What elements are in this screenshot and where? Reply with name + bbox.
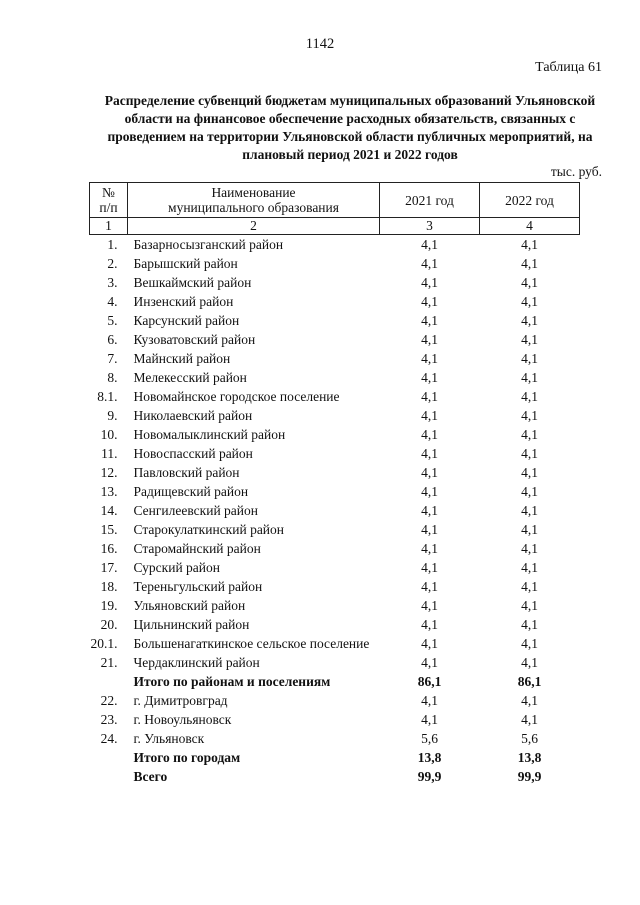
row-number: 10. bbox=[100, 427, 118, 442]
row-name: Тереньгульский район bbox=[133, 579, 263, 594]
row-number: 5. bbox=[107, 313, 118, 328]
row-number: 24. bbox=[100, 731, 118, 746]
row-name: Старокулаткинский район bbox=[133, 522, 285, 537]
row-number: 22. bbox=[100, 693, 118, 708]
row-value-2021: 4,1 bbox=[421, 332, 438, 347]
row-value-2022: 4,1 bbox=[521, 503, 538, 518]
row-value-2022: 4,1 bbox=[521, 693, 538, 708]
row-value-2022: 13,8 bbox=[517, 750, 542, 765]
total-row bbox=[90, 672, 580, 691]
row-name: Вешкаймский район bbox=[133, 275, 252, 290]
row-name: Новомайнское городское поселение bbox=[133, 389, 340, 404]
row-name: Радищевский район bbox=[133, 484, 249, 499]
row-number: 8. bbox=[107, 370, 118, 385]
row-value-2021: 4,1 bbox=[421, 389, 438, 404]
header-2022: 2022 год bbox=[480, 183, 580, 218]
row-value-2021: 4,1 bbox=[421, 237, 438, 252]
row-value-2021: 4,1 bbox=[421, 484, 438, 499]
row-name: Барышский район bbox=[133, 256, 238, 271]
row-number: 15. bbox=[100, 522, 118, 537]
row-value-2022: 4,1 bbox=[521, 617, 538, 632]
row-number: 16. bbox=[100, 541, 118, 556]
row-name: г. Димитровград bbox=[133, 693, 228, 708]
row-value-2021: 4,1 bbox=[421, 351, 438, 366]
row-value-2021: 4,1 bbox=[421, 712, 438, 727]
row-number: 9. bbox=[107, 408, 118, 423]
row-name: Павловский район bbox=[133, 465, 240, 480]
row-name: Старомайнский район bbox=[133, 541, 261, 556]
header-2021: 2021 год bbox=[380, 183, 480, 218]
row-value-2022: 4,1 bbox=[521, 275, 538, 290]
page-number: 1142 bbox=[305, 36, 335, 52]
row-value-2021: 99,9 bbox=[417, 769, 442, 784]
column-index-row bbox=[90, 218, 580, 235]
row-value-2021: 4,1 bbox=[421, 617, 438, 632]
table-row bbox=[90, 444, 580, 463]
table-row bbox=[90, 558, 580, 577]
table-row bbox=[90, 387, 580, 406]
header-name-line1: Наименование bbox=[211, 185, 296, 200]
row-number: 8.1. bbox=[97, 389, 118, 404]
table-row bbox=[90, 254, 580, 273]
header-number bbox=[90, 183, 128, 218]
table-row bbox=[90, 653, 580, 672]
row-name: Майнский район bbox=[133, 351, 231, 366]
row-value-2021: 4,1 bbox=[421, 370, 438, 385]
row-value-2022: 4,1 bbox=[521, 256, 538, 271]
row-number: 7. bbox=[107, 351, 118, 366]
row-value-2022: 4,1 bbox=[521, 332, 538, 347]
table-row bbox=[90, 235, 580, 255]
table-row bbox=[90, 330, 580, 349]
header-row bbox=[90, 183, 580, 218]
row-value-2021: 4,1 bbox=[421, 503, 438, 518]
total-row bbox=[90, 767, 580, 786]
row-name: Карсунский район bbox=[133, 313, 240, 328]
row-number bbox=[90, 748, 128, 767]
row-value-2022: 4,1 bbox=[521, 427, 538, 442]
row-value-2022: 4,1 bbox=[521, 560, 538, 575]
row-name: г. Новоульяновск bbox=[133, 712, 232, 727]
row-value-2022: 4,1 bbox=[521, 465, 538, 480]
row-number bbox=[90, 767, 128, 786]
row-value-2021: 4,1 bbox=[421, 541, 438, 556]
row-number: 3. bbox=[107, 275, 118, 290]
row-value-2021: 4,1 bbox=[421, 427, 438, 442]
subvention-table bbox=[89, 182, 580, 786]
row-number: 11. bbox=[101, 446, 118, 461]
table-row bbox=[90, 368, 580, 387]
row-value-2022: 4,1 bbox=[521, 446, 538, 461]
header-name-line2: муниципального образования bbox=[168, 200, 339, 215]
row-name: г. Ульяновск bbox=[133, 731, 205, 746]
row-name: Базарносызганский район bbox=[133, 237, 284, 252]
column-index-cell: 2 bbox=[128, 218, 380, 235]
unit-label: тыс. руб. bbox=[550, 164, 602, 179]
row-value-2022: 4,1 bbox=[521, 370, 538, 385]
row-value-2021: 4,1 bbox=[421, 408, 438, 423]
row-value-2021: 4,1 bbox=[421, 465, 438, 480]
table-row bbox=[90, 273, 580, 292]
row-value-2021: 4,1 bbox=[421, 275, 438, 290]
row-number: 2. bbox=[107, 256, 118, 271]
table-row bbox=[90, 463, 580, 482]
document-title: Распределение субвенций бюджетам муниципальных образований Ульяновской области на финансовое обеспечение расходных обязательств, связанных с проведением на территории Ульяновской области публичных мероприятий, на плановый период 2021 и 2022 годов bbox=[104, 93, 596, 162]
row-value-2022: 99,9 bbox=[517, 769, 542, 784]
row-number: 4. bbox=[107, 294, 118, 309]
table-row bbox=[90, 710, 580, 729]
row-value-2021: 4,1 bbox=[421, 256, 438, 271]
row-value-2022: 4,1 bbox=[521, 237, 538, 252]
table-row bbox=[90, 634, 580, 653]
row-value-2022: 4,1 bbox=[521, 522, 538, 537]
row-name: Всего bbox=[133, 769, 168, 784]
row-number: 14. bbox=[100, 503, 118, 518]
table-row bbox=[90, 691, 580, 710]
row-value-2022: 4,1 bbox=[521, 313, 538, 328]
column-index-cell: 1 bbox=[90, 218, 128, 235]
table-row bbox=[90, 577, 580, 596]
row-value-2021: 4,1 bbox=[421, 693, 438, 708]
row-number: 1. bbox=[107, 237, 118, 252]
row-value-2022: 86,1 bbox=[517, 674, 542, 689]
row-value-2021: 4,1 bbox=[421, 655, 438, 670]
table-body bbox=[90, 235, 580, 787]
row-value-2022: 4,1 bbox=[521, 598, 538, 613]
row-number: 18. bbox=[100, 579, 118, 594]
row-value-2022: 4,1 bbox=[521, 712, 538, 727]
row-name: Ульяновский район bbox=[133, 598, 246, 613]
row-value-2021: 4,1 bbox=[421, 598, 438, 613]
row-value-2021: 4,1 bbox=[421, 313, 438, 328]
row-name: Сенгилеевский район bbox=[133, 503, 258, 518]
row-name: Николаевский район bbox=[133, 408, 253, 423]
row-value-2021: 4,1 bbox=[421, 522, 438, 537]
row-number: 13. bbox=[100, 484, 118, 499]
row-value-2021: 4,1 bbox=[421, 636, 438, 651]
row-value-2022: 4,1 bbox=[521, 579, 538, 594]
table-row bbox=[90, 311, 580, 330]
row-value-2021: 4,1 bbox=[421, 446, 438, 461]
table-row bbox=[90, 729, 580, 748]
table-row bbox=[90, 520, 580, 539]
header-name bbox=[128, 183, 380, 218]
row-number: 23. bbox=[100, 712, 118, 727]
row-name: Итого по городам bbox=[133, 750, 241, 765]
row-value-2021: 4,1 bbox=[421, 579, 438, 594]
column-index-cell: 3 bbox=[380, 218, 480, 235]
table-row bbox=[90, 406, 580, 425]
row-name: Новомалыклинский район bbox=[133, 427, 286, 442]
row-value-2021: 86,1 bbox=[417, 674, 442, 689]
row-name: Мелекесский район bbox=[133, 370, 247, 385]
total-row bbox=[90, 748, 580, 767]
row-number: 20.1. bbox=[90, 636, 118, 651]
table-row bbox=[90, 482, 580, 501]
row-number: 12. bbox=[100, 465, 118, 480]
row-value-2022: 4,1 bbox=[521, 389, 538, 404]
row-value-2022: 4,1 bbox=[521, 351, 538, 366]
table-label: Таблица 61 bbox=[535, 60, 602, 75]
row-name: Кузоватовский район bbox=[133, 332, 256, 347]
row-number bbox=[90, 672, 128, 691]
row-value-2022: 4,1 bbox=[521, 636, 538, 651]
row-value-2021: 5,6 bbox=[421, 731, 438, 746]
row-value-2021: 4,1 bbox=[421, 294, 438, 309]
row-number: 21. bbox=[100, 655, 118, 670]
table-row bbox=[90, 425, 580, 444]
table-row bbox=[90, 596, 580, 615]
row-value-2022: 4,1 bbox=[521, 408, 538, 423]
row-name: Итого по районам и поселениям bbox=[133, 674, 331, 689]
table-row bbox=[90, 349, 580, 368]
table-row bbox=[90, 292, 580, 311]
table-row bbox=[90, 501, 580, 520]
row-value-2021: 13,8 bbox=[417, 750, 442, 765]
row-name: Инзенский район bbox=[133, 294, 234, 309]
row-number: 6. bbox=[107, 332, 118, 347]
header-number-line1: № bbox=[102, 185, 115, 200]
row-name: Чердаклинский район bbox=[133, 655, 260, 670]
row-value-2021: 4,1 bbox=[421, 560, 438, 575]
row-number: 17. bbox=[100, 560, 118, 575]
table-row bbox=[90, 615, 580, 634]
row-name: Цильнинский район bbox=[133, 617, 250, 632]
header-number-line2: п/п bbox=[99, 200, 118, 215]
table-row bbox=[90, 539, 580, 558]
row-value-2022: 4,1 bbox=[521, 541, 538, 556]
row-name: Большенагаткинское сельское поселение bbox=[133, 635, 370, 651]
row-number: 20. bbox=[100, 617, 118, 632]
row-value-2022: 4,1 bbox=[521, 294, 538, 309]
row-number: 19. bbox=[100, 598, 118, 613]
row-value-2022: 4,1 bbox=[521, 655, 538, 670]
row-value-2022: 4,1 bbox=[521, 484, 538, 499]
row-value-2022: 5,6 bbox=[521, 731, 538, 746]
row-name: Новоспасский район bbox=[133, 446, 253, 461]
row-name: Сурский район bbox=[133, 560, 220, 575]
column-index-cell: 4 bbox=[480, 218, 580, 235]
